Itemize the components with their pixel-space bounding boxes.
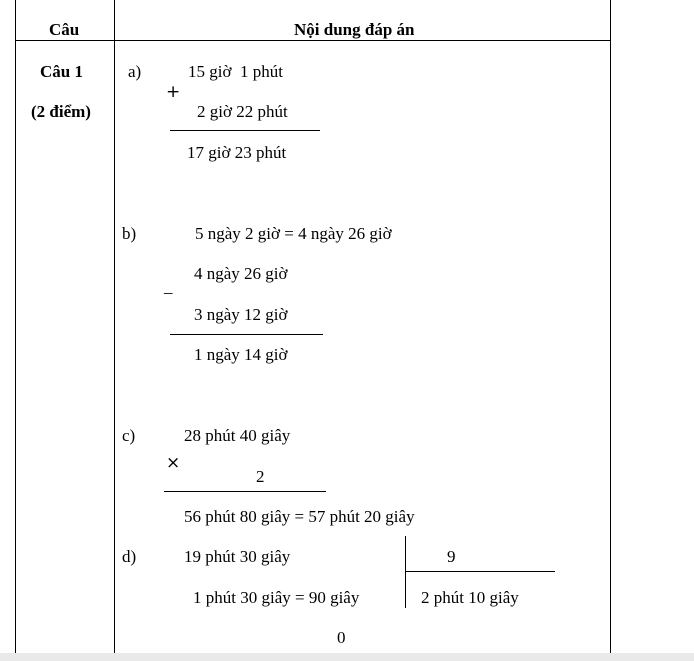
multiply-operator: ×	[166, 453, 181, 473]
part-a-operand1: 15 giờ 1 phút	[188, 62, 283, 81]
table-left-border	[15, 0, 16, 655]
header-divider	[15, 40, 611, 41]
part-c-label: c)	[122, 426, 136, 445]
part-b-conversion: 5 ngày 2 giờ = 4 ngày 26 giờ	[195, 224, 392, 243]
part-a-operand2: 2 giờ 22 phút	[197, 102, 288, 121]
part-b-label: b)	[122, 224, 137, 243]
part-a-result: 17 giờ 23 phút	[187, 143, 287, 162]
plus-operator: +	[166, 82, 181, 102]
part-d-divisor: 9	[447, 547, 456, 566]
part-a-label: a)	[128, 62, 142, 81]
part-c-operand2: 2	[256, 467, 265, 486]
division-horizontal-line	[405, 571, 555, 572]
table-right-border	[610, 0, 611, 655]
minus-operator: _	[164, 277, 173, 296]
division-vertical-line	[405, 536, 406, 608]
part-b-result: 1 ngày 14 giờ	[194, 345, 288, 364]
question-points: (2 điểm)	[31, 102, 91, 121]
part-d-remainder-line: 1 phút 30 giây = 90 giây	[193, 588, 360, 607]
part-d-label: d)	[122, 547, 137, 566]
part-a-result-line	[170, 130, 320, 131]
question-label: Câu 1	[40, 62, 83, 81]
table-column-divider	[114, 0, 115, 655]
part-c-result-line	[164, 491, 326, 492]
bottom-scroll-strip	[0, 653, 694, 661]
part-d-final-remainder: 0	[337, 628, 346, 647]
part-b-result-line	[170, 334, 323, 335]
header-noi-dung: Nội dung đáp án	[294, 20, 415, 39]
part-d-quotient: 2 phút 10 giây	[421, 588, 519, 607]
part-b-operand1: 4 ngày 26 giờ	[194, 264, 288, 283]
header-cau: Câu	[49, 20, 80, 39]
part-b-operand2: 3 ngày 12 giờ	[194, 305, 288, 324]
part-c-operand1: 28 phút 40 giây	[184, 426, 291, 445]
part-c-result: 56 phút 80 giây = 57 phút 20 giây	[184, 507, 415, 526]
part-d-dividend: 19 phút 30 giây	[184, 547, 291, 566]
